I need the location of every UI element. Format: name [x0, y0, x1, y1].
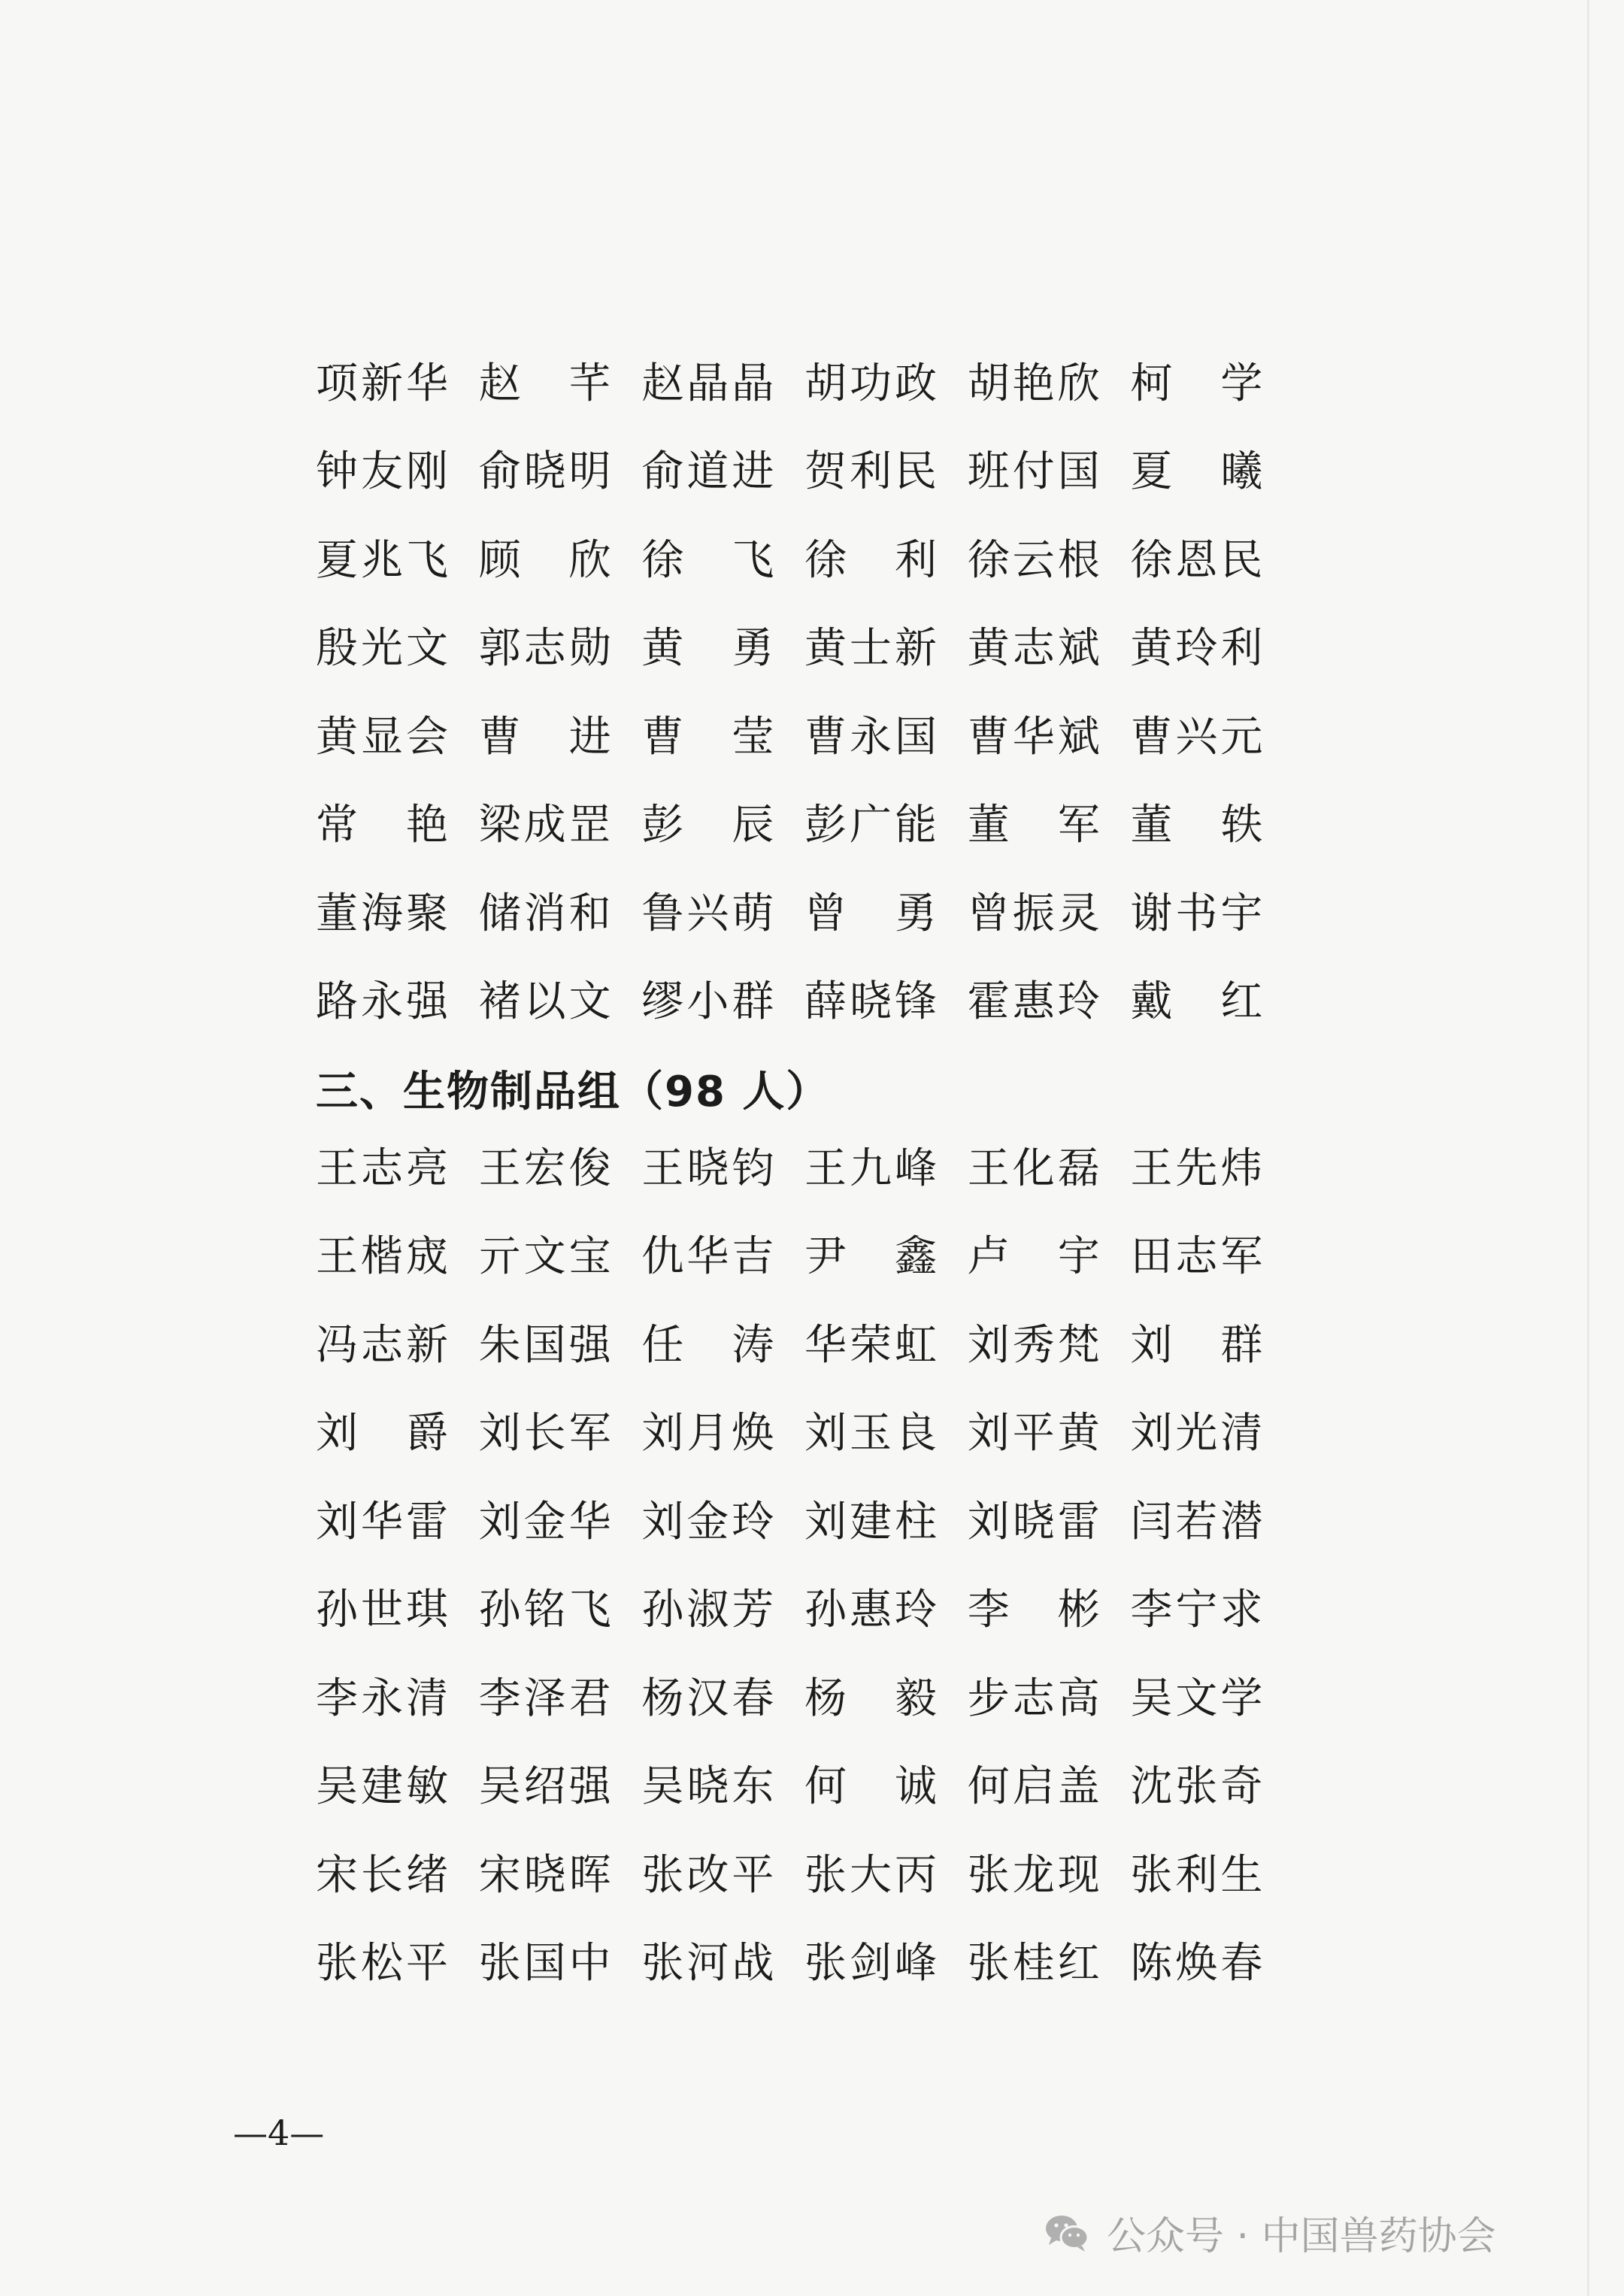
name-entry: 冯志新 [316, 1320, 451, 1370]
name-entry: 刘光清 [1130, 1409, 1266, 1458]
name-row [316, 1828, 1293, 1916]
name-entry: 孙惠玲 [804, 1586, 941, 1635]
name-entry: 董 军 [967, 801, 1100, 850]
name-entry: 钟友刚 [316, 447, 451, 497]
name-entry: 仇华吉 [641, 1232, 777, 1282]
name-entry: 孙世琪 [316, 1586, 451, 1635]
name-row [316, 689, 1293, 778]
name-entry: 刘秀梵 [967, 1320, 1103, 1370]
name-entry: 张利生 [1130, 1850, 1266, 1900]
name-row [316, 513, 1293, 601]
name-entry: 俞晓明 [478, 447, 614, 497]
name-row [316, 1474, 1293, 1563]
name-entry: 宋长绪 [316, 1850, 451, 1900]
name-entry: 刘金华 [478, 1497, 614, 1546]
name-row [316, 1210, 1293, 1298]
name-entry: 黄志斌 [967, 624, 1103, 674]
name-entry: 任 涛 [641, 1320, 774, 1370]
name-entry: 陈焕春 [1130, 1939, 1266, 1989]
name-entry: 刘晓雷 [967, 1497, 1103, 1546]
name-entry: 路永强 [316, 977, 451, 1027]
name-entry: 华荣虹 [804, 1320, 941, 1370]
name-entry: 董 轶 [1130, 801, 1263, 850]
name-entry: 卢 宇 [967, 1232, 1100, 1282]
name-entry: 何 诚 [804, 1762, 938, 1812]
name-entry: 王化磊 [967, 1143, 1103, 1193]
name-entry: 郭志勋 [478, 624, 614, 674]
name-entry: 徐 利 [804, 535, 938, 585]
name-entry: 徐恩民 [1130, 535, 1266, 585]
name-entry: 曹 进 [478, 712, 611, 762]
name-entry: 夏兆飞 [316, 535, 451, 585]
name-entry: 储消和 [478, 889, 614, 938]
name-row [316, 1740, 1293, 1828]
name-entry: 顾 欣 [478, 535, 611, 585]
name-row [316, 336, 1293, 425]
name-row [316, 1916, 1293, 2005]
name-entry: 曾振灵 [967, 889, 1103, 938]
name-entry: 何启盖 [967, 1762, 1103, 1812]
name-entry: 戴 红 [1130, 977, 1263, 1027]
name-entry: 刘玉良 [804, 1409, 941, 1458]
name-row [316, 1563, 1293, 1652]
name-entry: 黄显会 [316, 712, 451, 762]
name-entry: 李泽君 [478, 1674, 614, 1723]
name-entry: 俞道进 [641, 447, 777, 497]
name-entry: 刘 群 [1130, 1320, 1263, 1370]
name-entry: 霍惠玲 [967, 977, 1103, 1027]
name-entry: 谢书宇 [1130, 889, 1266, 938]
name-row [316, 601, 1293, 690]
name-entry: 张国中 [478, 1939, 614, 1989]
name-entry: 吴晓东 [641, 1762, 777, 1812]
page-number: —4— [233, 2113, 325, 2153]
name-entry: 彭广能 [804, 801, 941, 850]
name-entry: 夏 曦 [1130, 447, 1263, 497]
name-entry: 刘华雷 [316, 1497, 451, 1546]
name-row [316, 1298, 1293, 1386]
name-entry: 孙淑芳 [641, 1586, 777, 1635]
name-entry: 曹华斌 [967, 712, 1103, 762]
name-entry: 赵 芊 [478, 359, 611, 408]
name-entry: 刘平黄 [967, 1409, 1103, 1458]
group-2-name-list [316, 336, 1293, 1043]
name-entry: 张改平 [641, 1850, 777, 1900]
name-entry: 张河战 [641, 1939, 777, 1989]
name-entry: 班付国 [967, 447, 1103, 497]
name-entry: 孙铭飞 [478, 1586, 614, 1635]
name-entry: 徐 飞 [641, 535, 774, 585]
name-entry: 步志高 [967, 1674, 1103, 1723]
name-entry: 黄 勇 [641, 624, 774, 674]
name-entry: 项新华 [316, 359, 451, 408]
name-entry: 张大丙 [804, 1850, 941, 1900]
name-entry: 王志亮 [316, 1143, 451, 1193]
name-entry: 田志军 [1130, 1232, 1266, 1282]
name-entry: 刘建柱 [804, 1497, 941, 1546]
name-entry: 胡艳欣 [967, 359, 1103, 408]
name-entry: 彭 辰 [641, 801, 774, 850]
wechat-icon [1044, 2213, 1090, 2253]
name-entry: 殷光文 [316, 624, 451, 674]
name-entry: 曾 勇 [804, 889, 938, 938]
name-entry: 王晓钧 [641, 1143, 777, 1193]
name-entry: 黄玲利 [1130, 624, 1266, 674]
name-entry: 吴绍强 [478, 1762, 614, 1812]
name-entry: 常 艳 [316, 801, 448, 850]
name-entry: 梁成罡 [478, 801, 614, 850]
name-entry: 刘长军 [478, 1409, 614, 1458]
name-entry: 褚以文 [478, 977, 614, 1027]
name-entry: 刘 爵 [316, 1409, 448, 1458]
name-entry: 闫若潜 [1130, 1497, 1266, 1546]
name-entry: 尹 鑫 [804, 1232, 938, 1282]
name-row [316, 1121, 1293, 1210]
name-row [316, 866, 1293, 955]
name-entry: 薛晓锋 [804, 977, 941, 1027]
name-entry: 曹 莹 [641, 712, 774, 762]
name-entry: 亓文宝 [478, 1232, 614, 1282]
name-entry: 张龙现 [967, 1850, 1103, 1900]
watermark-text: 公众号 · 中国兽药协会 [1107, 2214, 1496, 2259]
name-row [316, 955, 1293, 1043]
name-entry: 吴文学 [1130, 1674, 1266, 1723]
name-row [316, 778, 1293, 867]
name-entry: 吴建敏 [316, 1762, 451, 1812]
name-entry: 黄士新 [804, 624, 941, 674]
name-entry: 杨汉春 [641, 1674, 777, 1723]
name-entry: 李 彬 [967, 1586, 1100, 1635]
name-row [316, 425, 1293, 513]
name-entry: 杨 毅 [804, 1674, 938, 1723]
name-entry: 张桂红 [967, 1939, 1103, 1989]
name-row [316, 1386, 1293, 1475]
section-3-heading: 三、生物制品组（98 人） [316, 1068, 830, 1116]
name-entry: 缪小群 [641, 977, 777, 1027]
name-entry: 王宏俊 [478, 1143, 614, 1193]
name-entry: 鲁兴萌 [641, 889, 777, 938]
name-entry: 李宁求 [1130, 1586, 1266, 1635]
name-entry: 曹永国 [804, 712, 941, 762]
page-edge-shadow [1587, 0, 1589, 2296]
name-entry: 刘金玲 [641, 1497, 777, 1546]
name-entry: 沈张奇 [1130, 1762, 1266, 1812]
name-entry: 朱国强 [478, 1320, 614, 1370]
name-row [316, 1651, 1293, 1740]
name-entry: 赵晶晶 [641, 359, 777, 408]
name-entry: 贺利民 [804, 447, 941, 497]
name-entry: 王先炜 [1130, 1143, 1266, 1193]
name-entry: 柯 学 [1130, 359, 1263, 408]
name-entry: 宋晓晖 [478, 1850, 614, 1900]
name-entry: 董海聚 [316, 889, 451, 938]
watermark [1044, 2204, 1496, 2261]
name-entry: 王九峰 [804, 1143, 941, 1193]
name-entry: 刘月焕 [641, 1409, 777, 1458]
group-3-name-list [316, 1121, 1293, 2004]
name-entry: 李永清 [316, 1674, 451, 1723]
name-entry: 张松平 [316, 1939, 451, 1989]
name-entry: 王楷宬 [316, 1232, 451, 1282]
name-entry: 张剑峰 [804, 1939, 941, 1989]
name-entry: 徐云根 [967, 535, 1103, 585]
name-entry: 曹兴元 [1130, 712, 1266, 762]
name-entry: 胡功政 [804, 359, 941, 408]
